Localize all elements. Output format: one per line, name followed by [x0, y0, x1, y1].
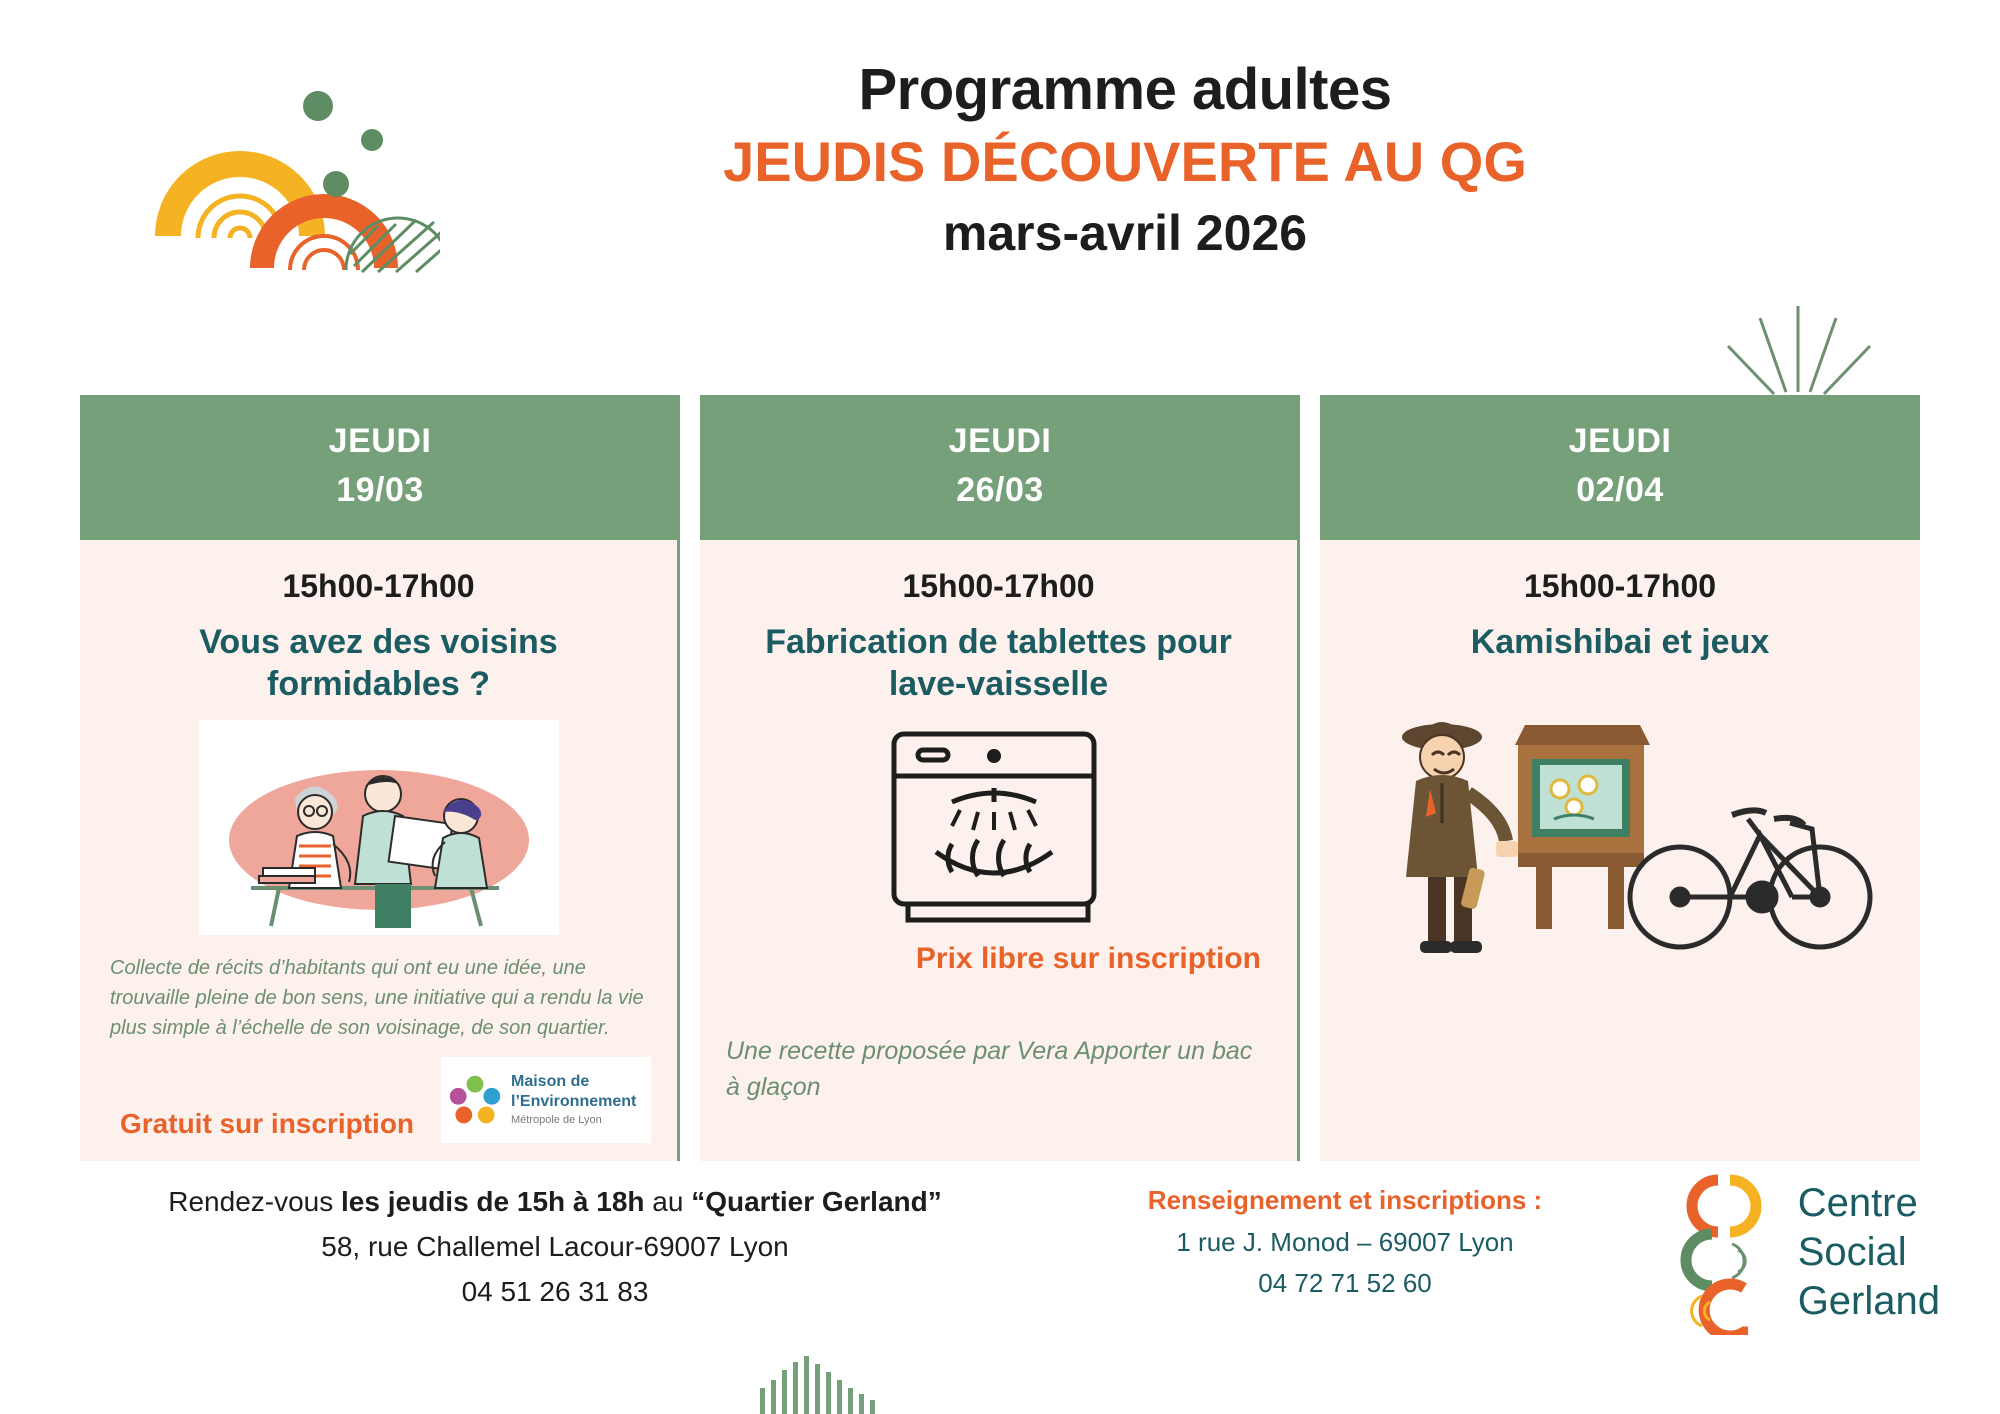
column-1-note: Collecte de récits d’habitants qui ont eu une idée, une trouvaille pleine de bon sens, une initiative qui a rendu la vie plus simple à l’échelle de son voisinage, de son quartier.	[110, 956, 644, 1039]
meeting-phone: 04 51 26 31 83	[461, 1275, 649, 1307]
brand-line-1: Centre	[1797, 1181, 1918, 1226]
column-1-header	[80, 395, 680, 540]
program-column-3	[1320, 395, 1920, 1161]
program-column-1	[80, 395, 680, 1161]
column-2-note: Une recette proposée par Vera Apporter un bac à glaçon	[726, 1037, 1253, 1102]
program-columns	[80, 395, 1920, 1161]
centre-social-gerland-logo	[1672, 1170, 1940, 1335]
column-2-price: Prix libre sur inscription	[915, 941, 1261, 975]
page-title: Programme adultes	[858, 57, 1392, 122]
program-column-2	[700, 395, 1300, 1161]
meeting-address: 58, rue Challemel Lacour-69007 Lyon	[321, 1230, 789, 1262]
poster-header	[0, 0, 2000, 370]
column-2-body	[700, 540, 1300, 1161]
column-2-date: 26/03	[956, 471, 1044, 510]
flower-logo-icon	[447, 1072, 503, 1128]
centre-social-arches-logo	[150, 58, 440, 308]
column-1-time: 15h00-17h00	[282, 567, 475, 604]
column-2-activity: Fabrication de tablettes pour lave-vaisselle	[765, 622, 1232, 704]
page-subtitle: JEUDIS DÉCOUVERTE AU QG	[723, 129, 1527, 193]
column-1-date: 19/03	[336, 471, 424, 510]
column-2-header	[700, 395, 1300, 540]
column-1-bottom	[106, 1057, 651, 1143]
partner-line-3: Métropole de Lyon	[511, 1113, 602, 1126]
column-2-day: JEUDI	[948, 422, 1052, 460]
page-date-range: mars-avril 2026	[942, 204, 1308, 261]
meeting-line-1-pre: Rendez-vous	[168, 1186, 342, 1217]
column-1-day: JEUDI	[328, 422, 432, 460]
barcode-decoration	[760, 1356, 920, 1414]
column-2-time: 15h00-17h00	[902, 567, 1095, 604]
column-1-body	[80, 540, 680, 1161]
registration-title: Renseignement et inscriptions :	[1147, 1185, 1543, 1215]
column-1-activity: Vous avez des voisins formidables ?	[199, 622, 558, 704]
maison-environnement-logo	[441, 1057, 651, 1143]
meeting-line-1-bold-1: les jeudis de 15h à 18h	[341, 1186, 645, 1217]
meeting-line-1-mid: au	[644, 1186, 692, 1217]
column-1-price: Gratuit sur inscription	[120, 1108, 415, 1140]
registration-phone: 04 72 71 52 60	[1258, 1268, 1432, 1299]
poster-footer	[0, 1160, 2000, 1414]
title-block	[500, 57, 1750, 263]
registration-info	[1070, 1180, 1620, 1305]
three-people-discussing-illustration	[199, 720, 559, 935]
dishwasher-icon	[874, 724, 1124, 929]
column-3-day: JEUDI	[1568, 422, 1672, 460]
registration-address: 1 rue J. Monod – 69007 Lyon	[1176, 1226, 1514, 1257]
meeting-info	[90, 1180, 1020, 1314]
meeting-line-1	[90, 1180, 1020, 1225]
kamishibai-storyteller-with-bicycle-illustration	[1350, 685, 1890, 965]
column-3-body	[1320, 540, 1920, 1161]
column-3-date: 02/04	[1576, 471, 1664, 510]
brand-wordmark	[1798, 1179, 1940, 1325]
brand-line-2: Social	[1797, 1230, 1907, 1275]
partner-line-1: Maison de	[511, 1073, 590, 1091]
column-3-time: 15h00-17h00	[1523, 567, 1717, 604]
column-3-activity: Kamishibai et jeux	[1470, 622, 1770, 661]
partner-line-2: l’Environnement	[511, 1092, 637, 1110]
meeting-line-1-bold-2: “Quartier Gerland”	[691, 1186, 942, 1217]
column-3-header	[1320, 395, 1920, 540]
brand-line-3: Gerland	[1797, 1278, 1940, 1323]
cs-monogram-icon	[1672, 1170, 1782, 1335]
